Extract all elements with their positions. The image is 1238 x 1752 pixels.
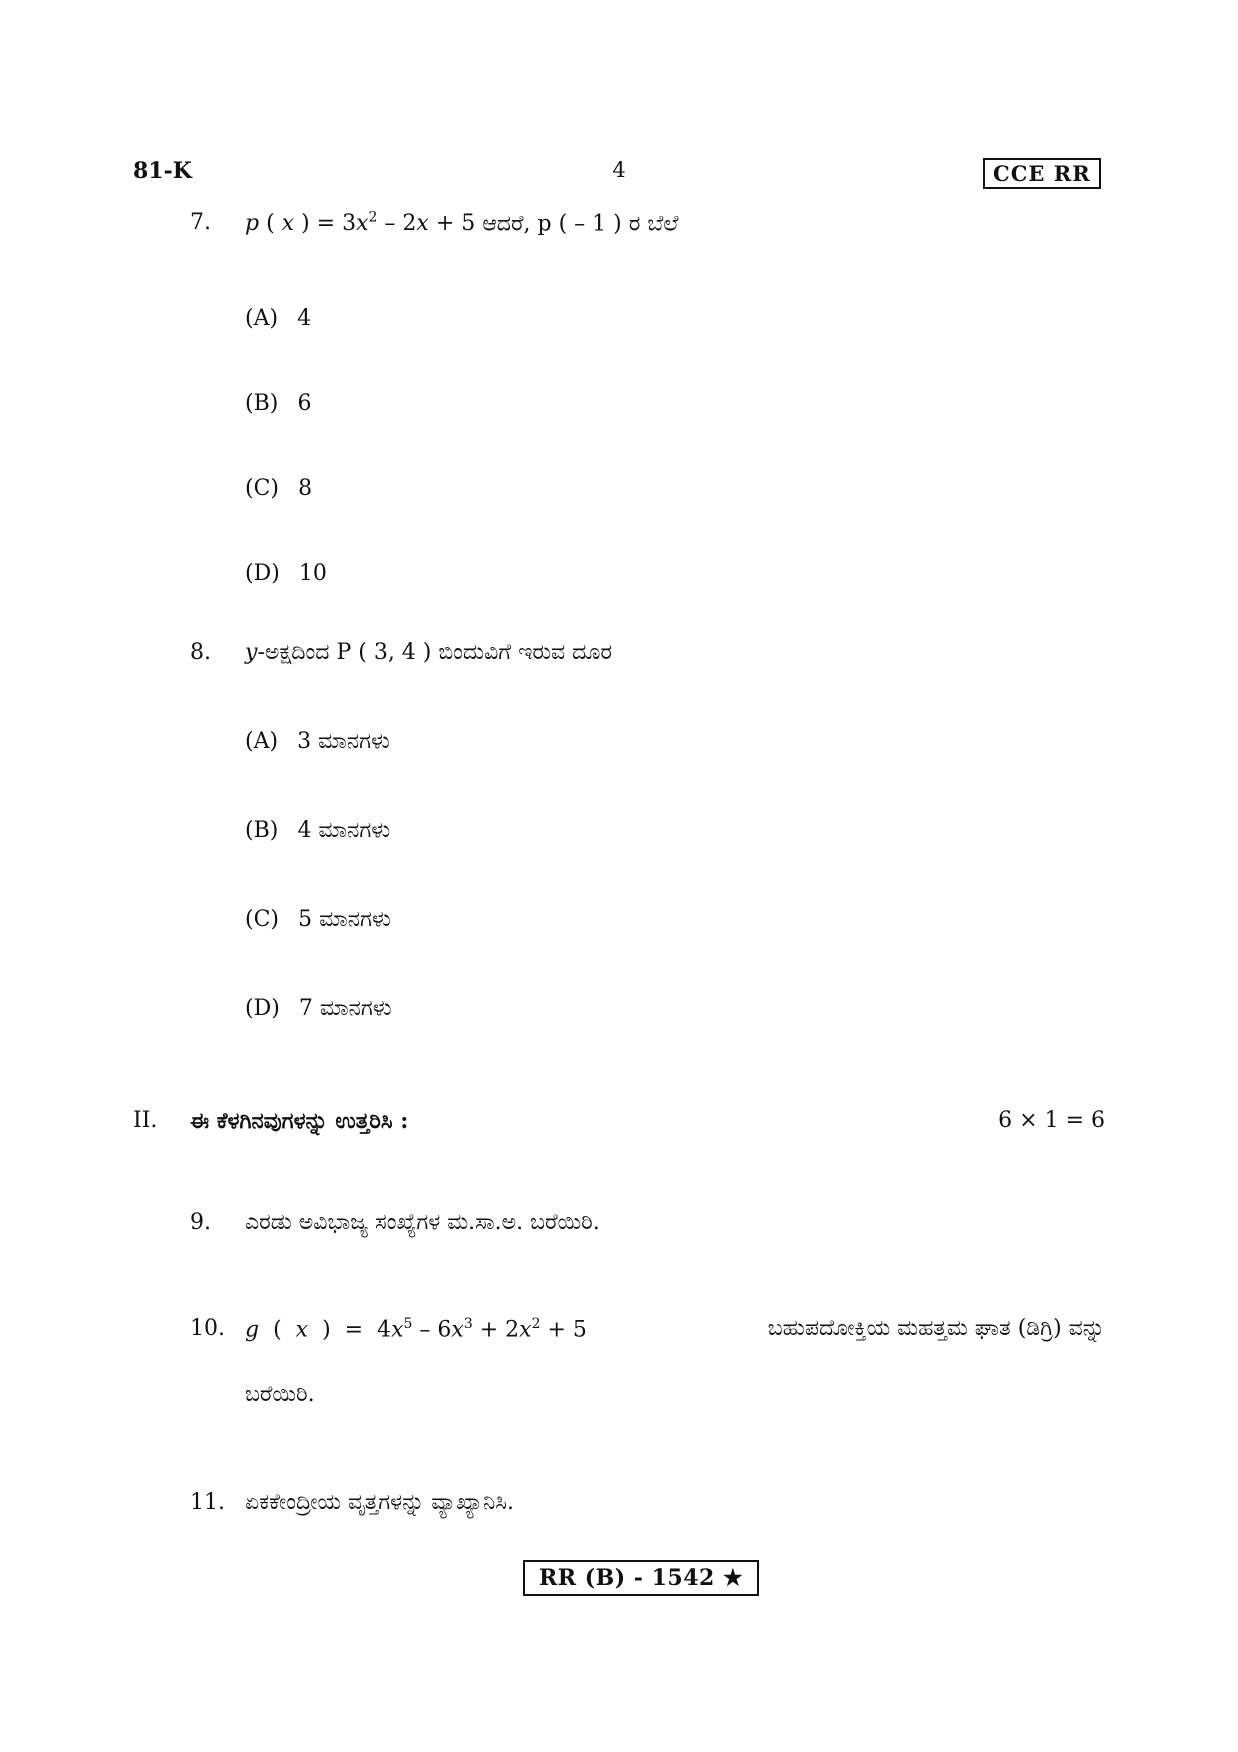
option[interactable] (245, 476, 312, 501)
option-value: 4 (297, 306, 312, 331)
option[interactable] (245, 561, 327, 586)
math-variable: y (245, 640, 258, 665)
option-letter: (B) (245, 391, 279, 416)
question-text-body: -ಅಕ್ಷದಿಂದ P ( 3, 4 ) ಬಿಂದುವಿಗೆ ಇರುವ ದೂರ (257, 640, 613, 665)
paper-code: 81-K (133, 158, 192, 184)
question-text (245, 1316, 1105, 1342)
question-text-suffix: ಬಹುಪದೋಕ್ತಿಯ ಮಹತ್ತಮ ಘಾತ (ಡಿಗ್ರಿ) ವನ್ನು (767, 1316, 1105, 1341)
question-text-suffix: ಆದರೆ, p ( – 1 ) ರ ಬೆಲೆ (482, 211, 679, 237)
option-value: 3 ಮಾನಗಳು (297, 729, 390, 754)
question-text: ಏಕಕೇಂದ್ರೀಯ ವೃತ್ತಗಳನ್ನು ವ್ಯಾಖ್ಯಾನಿಸಿ. (245, 1490, 514, 1515)
option[interactable] (245, 306, 311, 331)
math-expression: g ( x ) = $4x^5 - 6x^3 + 2x^2 + 5$ (245, 1316, 587, 1343)
option[interactable] (245, 996, 392, 1021)
question-number: 9. (190, 1210, 211, 1235)
page-number: 4 (612, 158, 626, 182)
series-box: CCE RR (983, 158, 1101, 189)
option[interactable] (245, 391, 311, 416)
footer-code-box: RR (B) - 1542 ★ (523, 1560, 759, 1596)
option[interactable] (245, 818, 390, 843)
question-number: 11. (190, 1490, 225, 1515)
question-text (245, 210, 678, 236)
question-text-line2: ಬರೆಯಿರಿ. (245, 1382, 315, 1407)
question-text: ಎರಡು ಅವಿಭಾಜ್ಯ ಸಂಖ್ಯೆಗಳ ಮ.ಸಾ.ಅ. ಬರೆಯಿರಿ. (245, 1210, 600, 1235)
math-expression: p ( x ) = $3x^2 - 2x + 5$ (245, 210, 476, 237)
option-value: 7 ಮಾನಗಳು (298, 996, 392, 1021)
option-letter: (D) (245, 561, 280, 586)
option-letter: (C) (245, 907, 279, 932)
question-number: 8. (190, 640, 211, 665)
section-number: II. (133, 1108, 158, 1133)
question-text (245, 640, 612, 665)
option[interactable] (245, 907, 391, 932)
option-value: 6 (297, 391, 312, 416)
option-letter: (B) (245, 818, 279, 843)
option-value: 4 ಮಾನಗಳು (297, 818, 391, 843)
section-marks: 6 × 1 = 6 (998, 1108, 1105, 1133)
question-number: 10. (190, 1316, 225, 1341)
option-value: 5 ಮಾನಗಳು (298, 907, 391, 932)
option-letter: (A) (245, 729, 279, 754)
option-letter: (A) (245, 306, 279, 331)
option-letter: (C) (245, 476, 279, 501)
option-value: 8 (298, 476, 313, 501)
question-number: 7. (190, 210, 211, 235)
option-letter: (D) (245, 996, 280, 1021)
option-value: 10 (298, 561, 327, 586)
option[interactable] (245, 729, 390, 754)
section-title: ಈ ಕೆಳಗಿನವುಗಳನ್ನು ಉತ್ತರಿಸಿ : (190, 1108, 409, 1134)
